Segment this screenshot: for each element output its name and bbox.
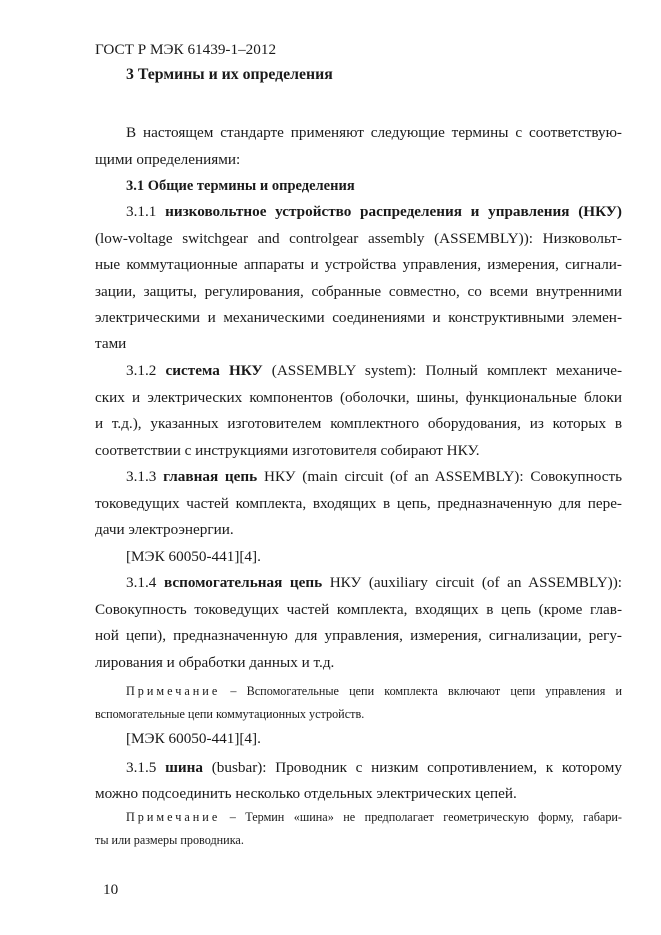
term-3-1-1-line-2: (low-voltage switchgear and controlgear assembly (ASSEMBLY)): Низковольт- <box>95 230 622 247</box>
term-number: 3.1.2 <box>126 362 157 379</box>
term-3-1-1-line-1 <box>126 203 622 221</box>
term-3-1-2-line-2: ских и электрических компонентов (оболочки, шины, функциональные блоки <box>95 389 622 406</box>
intro-line-2: щими определениями: <box>95 151 241 168</box>
standard-header: ГОСТ Р МЭК 61439-1–2012 <box>95 41 277 58</box>
term-3-1-1-line-4: зации, защиты, регулирования, собранные совместно, со всеми внутренними <box>95 283 622 300</box>
term-number: 3.1.5 <box>126 759 157 776</box>
term-number: 3.1.4 <box>126 574 157 591</box>
section-title: 3 Термины и их определения <box>126 66 333 83</box>
note-text: – Термин «шина» не предполагает геометрическую форму, габари- <box>220 810 622 824</box>
note-3-1-5-line-2: ты или размеры проводника. <box>95 833 244 847</box>
term-number: 3.1.1 <box>126 203 157 220</box>
term-name: шина <box>165 759 203 776</box>
intro-line-1: В настоящем стандарте применяют следующие термины с соответствую- <box>126 124 622 141</box>
term-3-1-1-line-6: тами <box>95 335 127 352</box>
term-3-1-4-line-4: лирования и обработки данных и т.д. <box>95 654 335 671</box>
term-definition: (busbar): Проводник с низким сопротивлением, к которому <box>211 759 622 776</box>
term-3-1-3-line-3: дачи электроэнергии. <box>95 521 234 538</box>
note-3-1-4-line-2: вспомогательные цепи коммутационных устройств. <box>95 707 365 721</box>
subsection-title: 3.1 Общие термины и определения <box>126 178 355 194</box>
term-3-1-2-line-1 <box>126 362 622 380</box>
term-3-1-4-line-3: ной цепи), предназначенную для управления, измерения, сигнализации, регу- <box>95 627 622 644</box>
term-3-1-5-line-2: можно подсоединить несколько отдельных электрических цепей. <box>95 785 517 802</box>
note-3-1-5-line-1 <box>126 810 622 825</box>
term-number: 3.1.3 <box>126 468 157 485</box>
term-name: главная цепь <box>163 468 258 485</box>
note-label: Примечание <box>126 810 221 824</box>
term-3-1-5-line-1 <box>126 759 622 777</box>
term-3-1-4-line-1 <box>126 574 622 592</box>
term-3-1-4-reference: [МЭК 60050-441][4]. <box>126 730 261 747</box>
term-definition: (ASSEMBLY system): Полный комплект механиче- <box>271 362 623 379</box>
term-3-1-2-line-4: соответствии с инструкциями изготовителя собирают НКУ. <box>95 442 480 459</box>
term-3-1-1-line-5: электрическими и механическими соединениями и конструктивными элемен- <box>95 309 622 326</box>
term-3-1-1-line-3: ные коммутационные аппараты и устройства управления, измерения, сигнали- <box>95 256 622 273</box>
term-3-1-2-line-3: и т.д.), указанных изготовителем комплектного оборудования, из которых в <box>95 415 622 432</box>
term-3-1-4-line-2: Совокупность токоведущих частей комплекта, входящих в цепь (кроме глав- <box>95 601 622 618</box>
page-number: 10 <box>103 881 119 898</box>
term-3-1-3-line-2: токоведущих частей комплекта, входящих в цепь, предназначенную для пере- <box>95 495 622 512</box>
term-definition: НКУ (main circuit (of an ASSEMBLY): Совокупность <box>263 468 623 485</box>
term-name: система НКУ <box>165 362 263 379</box>
note-3-1-4-line-1 <box>126 684 622 699</box>
note-label: Примечание <box>126 684 221 698</box>
term-definition: НКУ (auxiliary circuit (of an ASSEMBLY)): <box>329 574 623 591</box>
term-3-1-3-reference: [МЭК 60050-441][4]. <box>126 548 261 565</box>
note-text: – Вспомогательные цепи комплекта включают цепи управления и <box>220 684 622 698</box>
term-name: вспомогательная цепь <box>163 574 323 591</box>
term-3-1-3-line-1 <box>126 468 622 486</box>
term-name: низковольтное устройство распределения и управления (НКУ) <box>165 203 622 220</box>
